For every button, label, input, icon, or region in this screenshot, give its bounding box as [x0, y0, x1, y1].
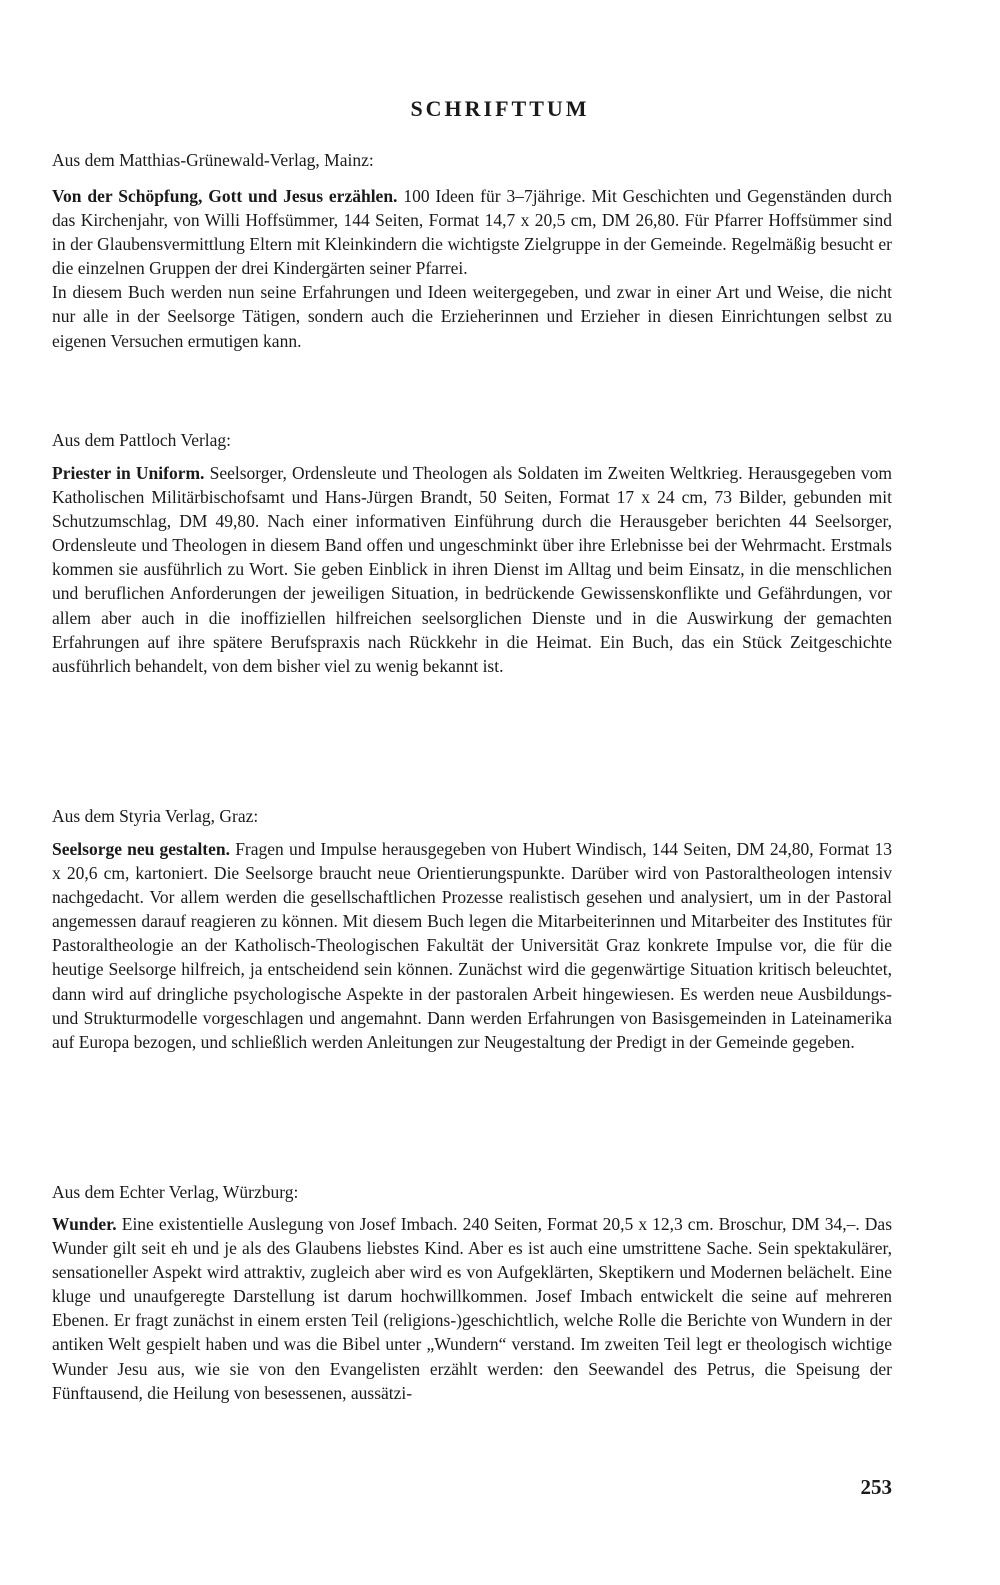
publisher-heading: Aus dem Echter Verlag, Würzburg: [52, 1182, 299, 1202]
book-review [52, 837, 892, 1054]
review-paragraph [52, 184, 892, 280]
book-review [52, 461, 892, 678]
publisher-heading: Aus dem Matthias-Grünewald-Verlag, Mainz: [52, 150, 374, 170]
page-number: 253 [860, 1475, 892, 1499]
review-text: Fragen und Impulse herausgegeben von Hubert Windisch, 144 Seiten, DM 24,80, Format 13 x 20,6 cm, kartoniert. Die Seelsorge braucht neue Orientierungspunkte. Darüber wird von Pastoraltheologen intensiv nachgedacht. Vor allem werden die gesellschaftlichen Prozesse realistisch gesehen und analysiert, um in der Pastoral angemessen darauf reagieren zu können. Mit diesem Buch legen die Mitarbeiterinnen und Mitarbeiter des Institutes für Pastoraltheologie an der Katholisch-Theologischen Fakultät der Universität Graz konkrete Impulse vor, die für die heutige Seelsorge hilfreich, ja entscheidend sein können. Zunächst wird die gegenwärtige Situation kritisch beleuchtet, dann wird auf dringliche psychologische Aspekte in der pastoralen Arbeit hingewiesen. Es werden neue Ausbildungs- und Strukturmodelle vorgeschlagen und angemahnt. Dann werden Erfahrungen von Basisgemeinden in Lateinamerika auf Europa bezogen, und schließlich werden Anleitungen zur Neugestaltung der Predigt in der Gemeinde gegeben. [52, 839, 893, 1052]
page-title: SCHRIFTTUM [410, 96, 590, 121]
book-title: Priester in Uniform. [52, 463, 205, 483]
publisher-heading: Aus dem Styria Verlag, Graz: [52, 806, 259, 826]
review-text: 100 Ideen für 3–7jährige. Mit Geschichten und Gegenständen durch das Kirchenjahr, von Willi Hoffsümmer, 144 Seiten, Format 14,7 x 20,5 cm, DM 26,80. Für Pfarrer Hoffsümmer sind in der Glaubensvermittlung Eltern mit Kleinkindern die wichtigste Zielgruppe in der Gemeinde. Regelmäßig besucht er die einzelnen Gruppen der drei Kindergärten seiner Pfarrei. [52, 186, 893, 279]
review-text: In diesem Buch werden nun seine Erfahrungen und Ideen weitergegeben, und zwar in einer Art und Weise, die nicht nur alle in der Seelsorge Tätigen, sondern auch die Erzieherinnen und Erzieher in diesen Einrichtungen selbst zu eigenen Versuchen ermutigen kann. [52, 282, 892, 351]
publisher-heading: Aus dem Pattloch Verlag: [52, 430, 232, 450]
review-text: Eine existentielle Auslegung von Josef Imbach. 240 Seiten, Format 20,5 x 12,3 cm. Broschur, DM 34,–. Das Wunder gilt seit eh und je als des Glaubens liebstes Kind. Aber es ist auch eine umstrittene Sache. Sein spektakulärer, sensationeller Aspekt wird attraktiv, zugleich aber wird es von Aufgeklärten, Skeptikern und Modernen belächelt. Eine kluge und unaufgeregte Darstellung ist darum hochwillkommen. Josef Imbach entwickelt die seine auf mehreren Ebenen. Er fragt zunächst in einem ersten Teil (religions-)geschichtlich, welche Rolle die Berichte von Wundern in der antiken Welt gespielt haben und was die Bibel unter „Wundern“ verstand. Im zweiten Teil legt er theologisch wichtige Wunder Jesu aus, wie sie von den Evangelisten erzählt werden: den Seewandel des Petrus, die Speisung der Fünftausend, die Heilung von besessenen, aussätzi- [52, 1214, 893, 1403]
book-title: Seelsorge neu gestalten. [52, 839, 231, 859]
review-paragraph [52, 837, 892, 1054]
review-paragraph [52, 280, 892, 352]
review-paragraph [52, 1212, 892, 1405]
book-title: Wunder. [52, 1214, 117, 1234]
book-review [52, 1212, 892, 1405]
review-text: Seelsorger, Ordensleute und Theologen als Soldaten im Zweiten Weltkrieg. Herausgegeben vom Katholischen Militärbischofsamt und Hans-Jürgen Brandt, 50 Seiten, Format 17 x 24 cm, 73 Bilder, gebunden mit Schutzumschlag, DM 49,80. Nach einer informativen Einführung durch die Herausgeber berichten 44 Seelsorger, Ordensleute und Theologen in diesem Band offen und ungeschminkt über ihre Erlebnisse bei der Wehrmacht. Erstmals kommen sie ausführlich zu Wort. Sie geben Einblick in ihren Dienst im Alltag und beim Einsatz, in die menschlichen und beruflichen Anforderungen der jeweiligen Situation, in bedrückende Gewissenskonflikte und Gefährdungen, vor allem aber auch in die inoffiziellen hilfreichen seelsorglichen Dienste und in die Auswirkung der gemachten Erfahrungen auf ihre spätere Berufspraxis nach Rückkehr in die Heimat. Ein Buch, das ein Stück Zeitgeschichte ausführlich behandelt, von dem bisher viel zu wenig bekannt ist. [52, 463, 892, 676]
book-title: Von der Schöpfung, Gott und Jesus erzählen. [52, 186, 398, 206]
review-paragraph [52, 461, 892, 678]
book-review [52, 184, 892, 353]
